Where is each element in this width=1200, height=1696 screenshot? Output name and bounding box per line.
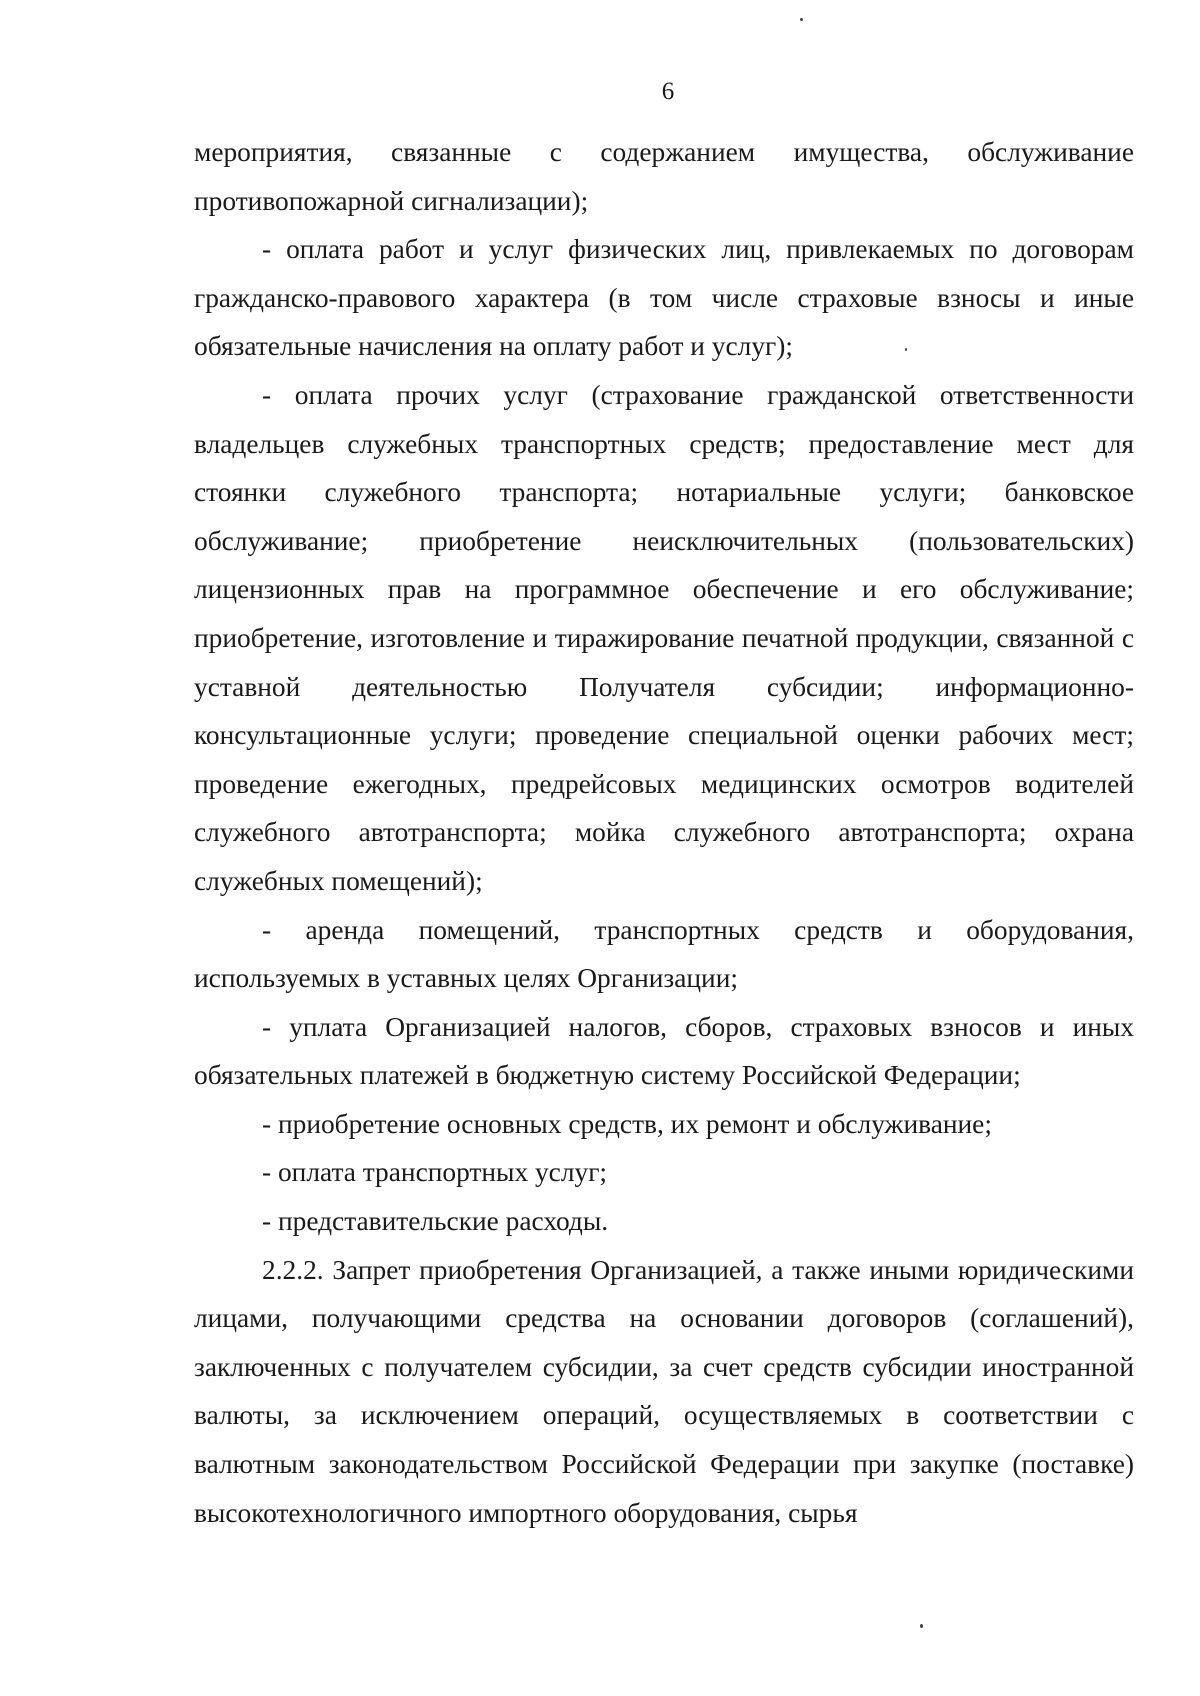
scan-speck [800,18,803,21]
list-item-representation: - представительские расходы. [262,1206,609,1237]
document-body [194,128,1134,1537]
scan-speck [905,348,907,351]
paragraph-continuation: мероприятия, связанные с содержанием имущества, обслуживание противопожарной сигнализации); [194,137,1134,216]
list-item-contract-services: - оплата работ и услуг физических лиц, привлекаемых по договорам гражданско-правового характера (в том числе страховые взносы и иные обязательные начисления на оплату работ и услуг); [194,234,1134,362]
list-item-taxes: - уплата Организацией налогов, сборов, страховых взносов и иных обязательных платежей в бюджетную систему Российской Федерации; [194,1011,1134,1091]
list-item-rent: - аренда помещений, транспортных средств и оборудования, используемых в уставных целях Организации; [194,914,1134,994]
paragraph-section-2-2-2: 2.2.2. Запрет приобретения Организацией, а также иными юридическими лицами, получающими средства на основании договоров (соглашений), заключенных с получателем субсидии, за счет средств субсидии иностранной валюты, за исключением операций, осуществляемых в соответствии с валютным законодательством Российской Федерации при закупке (поставке) высокотехнологичного импортного оборудования, сырья [194,1254,1134,1528]
list-item-other-services: - оплата прочих услуг (страхование гражданской ответственности владельцев служебных транспортных средств; предоставление мест для стоянки служебного транспорта; нотариальные услуги; банковское обслуживание; приобретение неисключительных (пользовательских) лицензионных прав на программное обеспечение и его обслуживание; приобретение, изготовление и тиражирование печатной продукции, связанной с уставной деятельностью Получателя субсидии; информационно-консультационные услуги; проведение специальной оценки рабочих мест; проведение ежегодных, предрейсовых медицинских осмотров водителей служебного автотранспорта; мойка служебного автотранспорта; охрана служебных помещений); [194,379,1134,896]
page-number: 6 [661,78,675,105]
list-item-fixed-assets: - приобретение основных средств, их ремонт и обслуживание; [262,1108,992,1139]
list-item-transport: - оплата транспортных услуг; [262,1157,608,1188]
scan-speck [920,1624,923,1628]
